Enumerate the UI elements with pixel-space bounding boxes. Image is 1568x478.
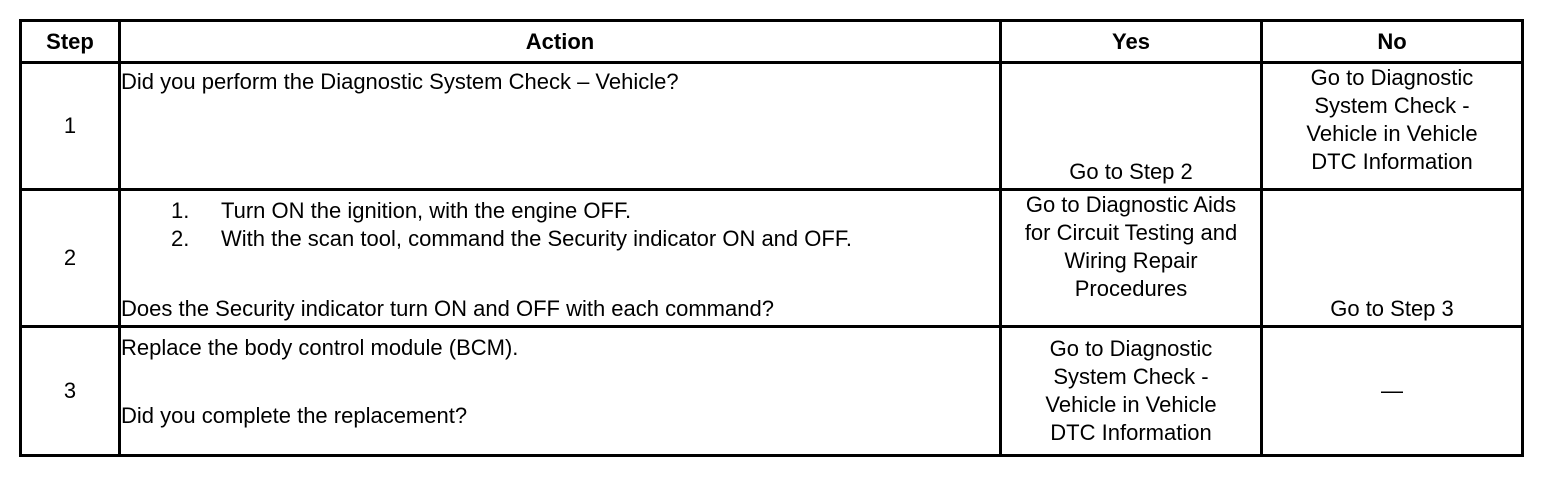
- diagnostic-table: [19, 19, 1524, 457]
- yes-text-line: Go to Diagnostic Aids: [1025, 192, 1237, 217]
- substep-list: [171, 197, 852, 253]
- no-cell: [1262, 190, 1523, 327]
- yes-text-line: for Circuit Testing and: [1024, 220, 1238, 245]
- substep-number: 2.: [171, 226, 190, 251]
- action-question: Did you complete the replacement?: [121, 403, 468, 428]
- no-text-line: Vehicle in Vehicle: [1306, 121, 1478, 146]
- step-number: 1: [21, 63, 120, 190]
- step-number: 2: [21, 190, 120, 327]
- yes-text-line: DTC Information: [1050, 420, 1212, 445]
- yes-text-line: Vehicle in Vehicle: [1045, 392, 1217, 417]
- no-text: —: [1381, 378, 1403, 403]
- no-text-line: Go to Diagnostic: [1310, 65, 1474, 90]
- action-cell: [120, 327, 1001, 456]
- substep-item: [171, 197, 852, 225]
- yes-text-line: Go to Diagnostic: [1049, 336, 1213, 361]
- action-cell: [120, 190, 1001, 327]
- substep-item: [171, 225, 852, 253]
- substep-text: Turn ON the ignition, with the engine OFF.: [221, 198, 632, 223]
- yes-text-line: Wiring Repair: [1064, 248, 1198, 273]
- yes-text-line: Procedures: [1074, 276, 1188, 301]
- yes-text-line: System Check -: [1053, 364, 1209, 389]
- action-text: Did you perform the Diagnostic System Check – Vehicle?: [121, 69, 679, 94]
- no-cell: [1262, 63, 1523, 190]
- header-row: [21, 21, 1523, 63]
- substep-text: With the scan tool, command the Security indicator ON and OFF.: [221, 226, 852, 251]
- action-text: Replace the body control module (BCM).: [121, 335, 519, 360]
- yes-cell: [1001, 190, 1262, 327]
- yes-text: Go to Step 2: [1069, 159, 1193, 184]
- header-yes: Yes: [1001, 21, 1262, 63]
- yes-cell: [1001, 63, 1262, 190]
- no-cell: [1262, 327, 1523, 456]
- table-row: [21, 63, 1523, 190]
- no-text-line: System Check -: [1314, 93, 1470, 118]
- no-text: Go to Step 3: [1330, 296, 1454, 321]
- header-action: Action: [120, 21, 1001, 63]
- header-no: No: [1262, 21, 1523, 63]
- header-step: Step: [21, 21, 120, 63]
- no-text-line: DTC Information: [1311, 149, 1473, 174]
- table-row: [21, 190, 1523, 327]
- yes-cell: [1001, 327, 1262, 456]
- substep-number: 1.: [171, 198, 190, 223]
- step-number: 3: [21, 327, 120, 456]
- action-question: Does the Security indicator turn ON and OFF with each command?: [121, 296, 774, 321]
- action-cell: [120, 63, 1001, 190]
- table-row: [21, 327, 1523, 456]
